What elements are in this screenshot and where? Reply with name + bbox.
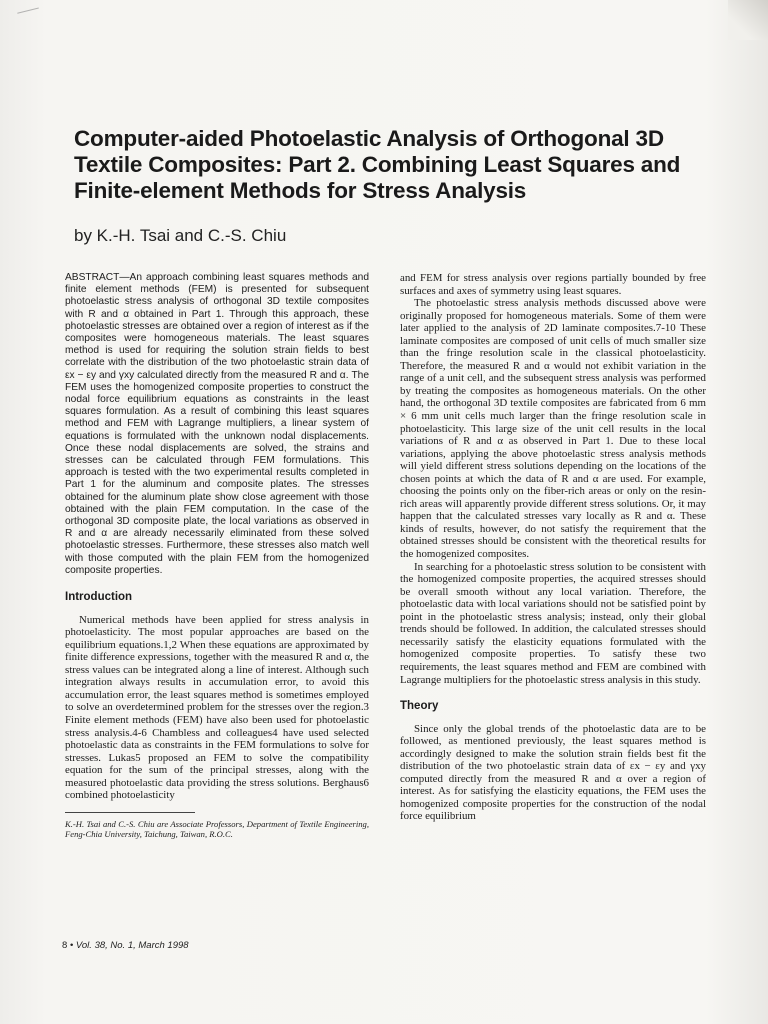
- article-byline: by K.-H. Tsai and C.-S. Chiu: [74, 226, 287, 245]
- footnote-rule: [65, 812, 195, 813]
- body-paragraph-2: The photoelastic stress analysis methods discussed above were originally proposed for homogeneous materials. Some of them were later applied to the analysis of 2D laminate composites.7-10 These laminate composites are composed of unit cells of much smaller size than the fringe resolution scale in the classical photoelasticity. Therefore, the measured R and α would not exhibit variation in the range of a unit cell, and the subsequent stress analysis was performed by treating the composites as homogeneous materials. On the other hand, the orthogonal 3D textile composites are fabricated from 6 mm × 6 mm unit cells much larger than the fringe resolution scale in photoelasticity. This large size of the unit cell results in the local variations of R and α as observed in Part 1. Due to these local variations, applying the above photoelastic stress analysis methods will yield different stress solutions depending on the locations of the chosen points at which the data of R and α are used. For example, choosing the points only on the fiber-rich areas or only on the resin-rich areas will apparently provide different stress solutions. Or, it may happen that the calculated stresses vary locally as R and α. These kinds of results, however, do not satisfy the requirement that the obtained stresses should be consistent with the theoretical results for the homogenized composites.: [400, 297, 706, 561]
- abstract: ABSTRACT—An approach combining least squares methods and finite element methods (FEM) is presented for subsequent photoelastic stress analysis of orthogonal 3D textile composites with R and α obtained in Part 1. Through this approach, these photoelastic stresses are obtained over a region of interest as if the composites were homogeneous materials. The least squares method is used for requiring the solution strain fields to best correlate with the distribution of the two photoelastic strain data of εx − εy and γxy calculated directly from the measured R and α. The FEM uses the homogenized composite properties to construct the nodal force equilibrium equations as constraints in the least squares formulation. As a result of combining this least squares method and FEM with Lagrange multipliers, a linear system of equations is formulated with the unknown nodal displacements. Once these nodal displacements are solved, the strains and stresses can be calculated through FEM formulations. This approach is tested with the two experimental results completed in Part 1 for the aluminum and composite plates. The stresses obtained for the aluminum plate show close agreement with those obtained with the plain FEM computation. In the case of the orthogonal 3D composite plate, the local variations as observed in R and α are already necessarily eliminated from these solved photoelastic stresses. Furthermore, these stresses also match well with those computed with the plain FEM from the homogenized composite properties.: [65, 272, 369, 576]
- continued-paragraph: and FEM for stress analysis over regions partially bounded by free surfaces and axes of symmetry using least squares.: [400, 272, 706, 297]
- right-column: [400, 272, 706, 823]
- author-footnote: K.-H. Tsai and C.-S. Chiu are Associate Professors, Department of Textile Engineering, Feng-Chia University, Taichung, Taiwan, R.O.C.: [65, 818, 369, 840]
- journal-issue: Vol. 38, No. 1, March 1998: [75, 940, 189, 951]
- page-folio: [62, 940, 189, 951]
- introduction-heading: Introduction: [65, 591, 133, 604]
- theory-heading: Theory: [400, 700, 439, 713]
- folio-bullet: •: [69, 940, 74, 951]
- scan-corner-shadow: [728, 0, 768, 40]
- introduction-paragraph: Numerical methods have been applied for stress analysis in photoelasticity. The most popular approaches are based on the equilibrium equations.1,2 When these equations are approximated by finite difference expressions, together with the measured R and α, the stress values can be integrated along a line of interest. Although such integration always results in accumulation error, to avoid this accumulation error, the least squares method is sometimes employed to solve an overdetermined problem for the stresses over the region.3 Finite element methods (FEM) have also been used for photoelastic stress analysis.4-6 Chambless and colleagues4 have used selected photoelastic data as constraints in the FEM formulations to solve for stresses. Lukas5 proposed an FEM to solve the compatibility equation for the sum of the principal stresses, along with the measured photoelastic data providing the stress solutions. Berghaus6 combined photoelasticity: [65, 613, 369, 802]
- article-title: Computer-aided Photoelastic Analysis of Orthogonal 3D Textile Composites: Part 2. Combining Least Squares and Finite-element Methods for Stress Analysis: [74, 126, 681, 203]
- left-column: [65, 272, 369, 840]
- page-number: 8: [62, 940, 68, 951]
- theory-paragraph: Since only the global trends of the photoelastic data are to be followed, as mentioned previously, the least squares method is accordingly designed to make the solution strain fields best fit the distribution of the two photoelastic strain data of εx − εy and γxy computed directly from the measured R and α over a region of interest. As for satisfying the elasticity equations, the FEM uses the homogenized composite properties for the construction of the nodal force equilibrium: [400, 722, 706, 823]
- scan-artifact: [17, 7, 41, 21]
- body-paragraph-3: In searching for a photoelastic stress solution to be consistent with the homogenized composite properties, the acquired stresses should be overall smooth without any local variation. Therefore, the photoelastic data with local variations should not be satisfied point by point in the photoelastic stress analysis; instead, only their global trends should be followed. In addition, the calculated stresses should necessarily satisfy the elasticity equations formulated with the homogenized composite properties. To satisfy these two requirements, the least squares method and FEM are combined with Lagrange multipliers for the photoelastic stress analysis in this study.: [400, 560, 706, 686]
